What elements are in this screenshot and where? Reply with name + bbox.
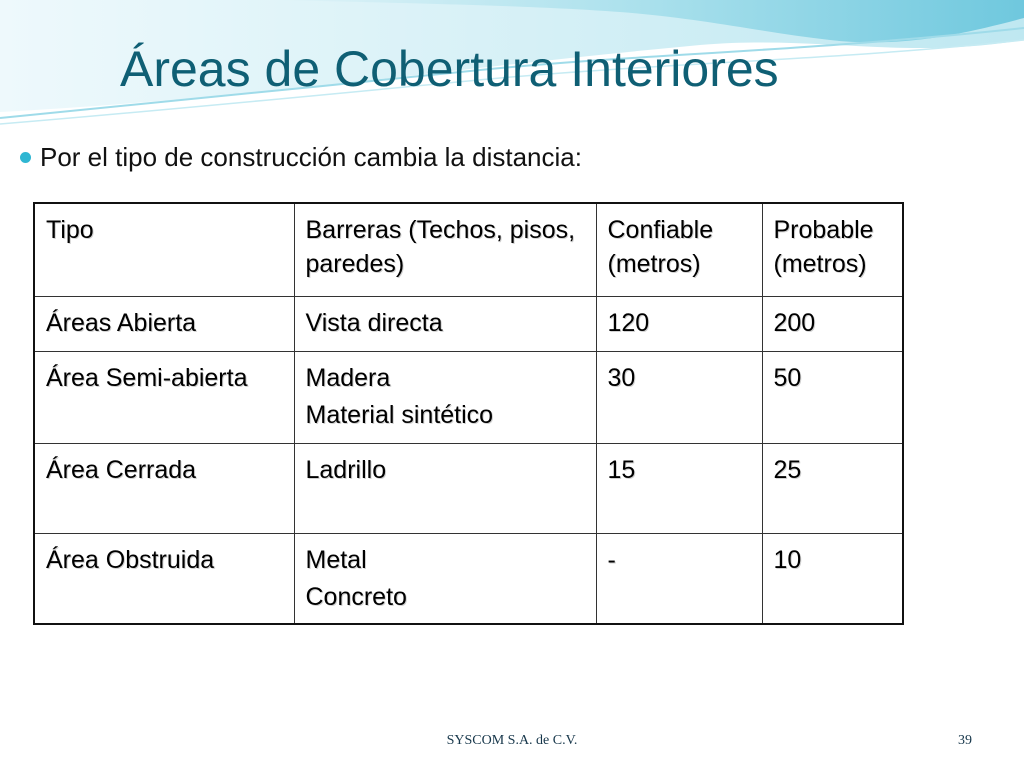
barrier-item: Vista directa	[305, 308, 443, 337]
cell-tipo: Áreas Abierta	[34, 296, 294, 351]
barrier-item: Metal	[305, 545, 367, 574]
cell-confiable: 120	[596, 296, 762, 351]
cell-confiable: 30	[596, 351, 762, 443]
header-barreras: Barreras (Techos, pisos, paredes)	[294, 203, 596, 296]
barrier-item: Madera	[305, 363, 391, 392]
barrier-item: Concreto	[305, 583, 407, 612]
cell-probable: 50	[762, 351, 903, 443]
table-row	[34, 533, 903, 624]
cell-probable: 10	[762, 533, 903, 624]
slide-title: Áreas de Cobertura Interiores	[120, 41, 779, 97]
table-row	[34, 443, 903, 533]
header-confiable: Confiable (metros)	[596, 203, 762, 296]
cell-barreras	[294, 443, 596, 533]
barrier-item: Ladrillo	[305, 455, 387, 484]
barrier-item: Material sintético	[305, 401, 494, 430]
coverage-table	[33, 202, 904, 625]
cell-tipo: Área Cerrada	[34, 443, 294, 533]
bullet-text: Por el tipo de construcción cambia la distancia:	[40, 142, 582, 172]
header-probable: Probable (metros)	[762, 203, 903, 296]
cell-probable: 25	[762, 443, 903, 533]
bullet-item	[20, 142, 582, 173]
cell-tipo: Área Obstruida	[34, 533, 294, 624]
header-tipo: Tipo	[34, 203, 294, 296]
cell-probable: 200	[762, 296, 903, 351]
table-header-row	[34, 203, 903, 296]
table-row	[34, 351, 903, 443]
cell-barreras	[294, 351, 596, 443]
cell-confiable: 15	[596, 443, 762, 533]
page-number: 39	[958, 733, 972, 748]
cell-barreras	[294, 296, 596, 351]
cell-confiable: -	[596, 533, 762, 624]
footer-company: SYSCOM S.A. de C.V.	[446, 733, 578, 748]
table-row	[34, 296, 903, 351]
bullet-icon	[20, 152, 31, 163]
cell-barreras	[294, 533, 596, 624]
cell-tipo: Área Semi-abierta	[34, 351, 294, 443]
